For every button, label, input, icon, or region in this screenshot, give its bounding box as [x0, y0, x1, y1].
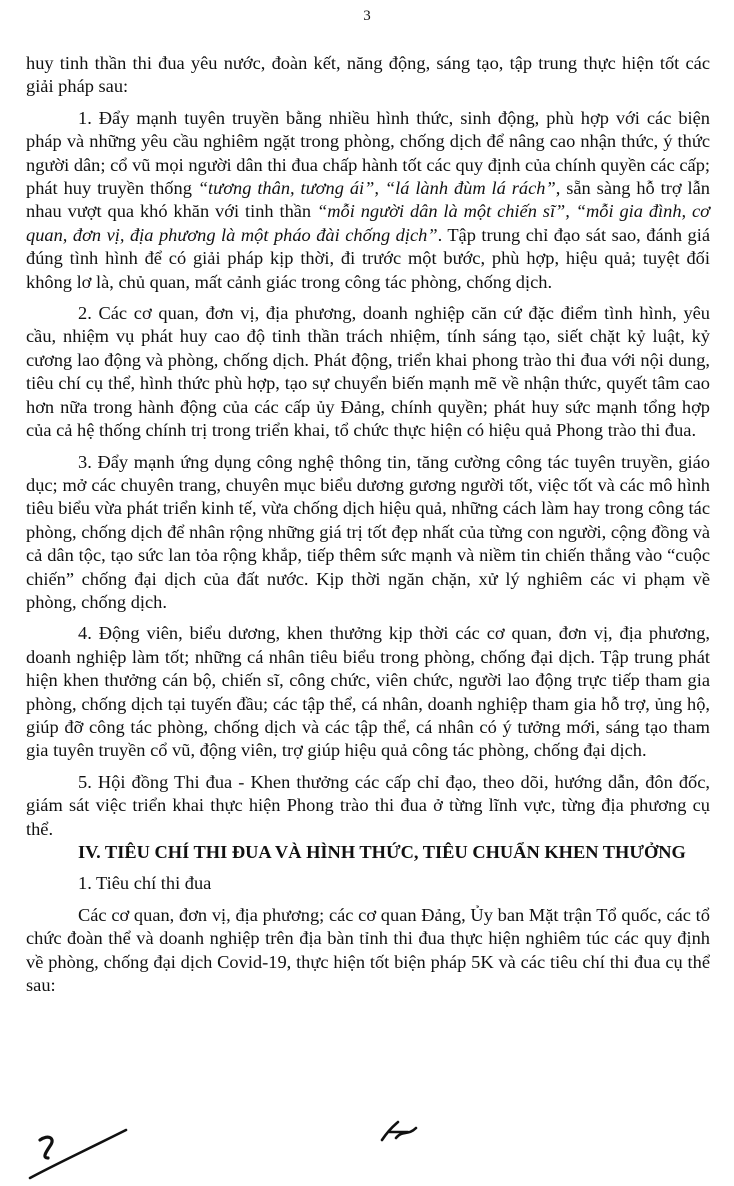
paragraph-2: 2. Các cơ quan, đơn vị, địa phương, doanh nghiệp căn cứ đặc điểm tình hình, yêu cầu, nhiệm vụ phát huy cao độ tinh thần trách nhiệm, tính sáng tạo, siết chặt kỷ luật, kỷ cương lao động và phòng, chống dịch. Phát động, triển khai phong trào thi đua với nội dung, tiêu chí cụ thể, hình thức phù hợp, tạo sự chuyển biến mạnh mẽ về nhận thức, quyết tâm cao hơn nữa trong hành động của các cấp ủy Đảng, chính quyền; phát huy sức mạnh tổng hợp của cả hệ thống chính trị trong triển khai, tổ chức thực hiện có hiệu quả Phong trào thi đua. [26, 303, 710, 441]
paragraph-5: 5. Hội đồng Thi đua - Khen thưởng các cấp chỉ đạo, theo dõi, hướng dẫn, đôn đốc, giám sát việc triển khai thực hiện Phong trào thi đua ở từng lĩnh vực, từng địa phương cụ thể. [26, 771, 710, 839]
page-number: 3 [363, 8, 371, 24]
subheading: 1. Tiêu chí thi đua [78, 873, 212, 894]
intro-paragraph: huy tinh thần thi đua yêu nước, đoàn kết, năng động, sáng tạo, tập trung thực hiện tốt các giải pháp sau: [26, 53, 710, 97]
paragraph-3: 3. Đẩy mạnh ứng dụng công nghệ thông tin, tăng cường công tác tuyên truyền, giáo dục; mở các chuyên trang, chuyên mục biểu dương gương người tốt, việc tốt và các mô hình tiêu biểu vừa phát triển kinh tế, vừa chống dịch hiệu quả, những cách làm hay trong công tác phòng, chống dịch để nhân rộng những giá trị tốt đẹp nhất của từng con người, cộng đồng và cả dân tộc, tạo sức lan tỏa rộng khắp, tiếp thêm sức mạnh và niềm tin chiến thắng vào “cuộc chiến” chống đại dịch của đất nước. Kịp thời ngăn chặn, xử lý nghiêm các vi phạm về phòng, chống dịch. [26, 451, 710, 612]
quote-moi-nguoi-dan: “mỗi người dân là một chiến sĩ”, “mỗi gia đình, cơ quan, đơn vị, địa phương là một pháo đài chống dịch” [26, 201, 710, 245]
document-body [26, 52, 710, 997]
paragraph-1-text-a: 1. Đẩy mạnh tuyên truyền bằng nhiều hình thức, sinh động, phù hợp với các biện pháp và những yêu cầu nghiêm ngặt trong phòng, chống dịch để nâng cao nhận thức, ý thức người dân; cổ vũ mọi người dân thi đua chấp hành tốt các quy định của chính quyền các cấp; phát huy truyền thống [26, 107, 710, 199]
section-heading: IV. TIÊU CHÍ THI ĐUA VÀ HÌNH THỨC, TIÊU CHUẨN KHEN THƯỞNG [78, 842, 686, 862]
paragraph-1-text-c: . Tập trung chỉ đạo sát sao, đánh giá đúng tình hình để có giải pháp kịp thời, đi trước một bước, phù hợp, hiệu quả; tuyệt đối không lơ là, chủ quan, mất cảnh giác trong công tác phòng, chống dịch. [26, 224, 710, 292]
signature-left-icon [22, 1122, 132, 1184]
quote-tuong-than-tuong-ai: “tương thân, tương ái”, “lá lành đùm lá rách” [197, 178, 556, 199]
paragraph-1-text-b: , sẵn sàng hỗ trợ lẫn nhau vượt qua khó khăn với tinh thần [26, 178, 710, 222]
paragraph-4: 4. Động viên, biểu dương, khen thưởng kịp thời các cơ quan, đơn vị, địa phương, doanh nghiệp làm tốt; những cá nhân tiêu biểu trong phòng, chống đại dịch. Tập trung phát hiện khen thưởng cán bộ, chiến sĩ, công chức, viên chức, người lao động trực tiếp tham gia phòng, chống dịch tại tuyến đầu; các tập thể, cá nhân, doanh nghiệp tham gia hỗ trợ, ủng hộ, giúp đỡ công tác phòng, chống dịch và các tập thể, cá nhân có ý tưởng mới, sáng tạo tham gia tuyên truyền cổ vũ, động viên, trợ giúp hiệu quả công tác phòng, chống đại dịch. [26, 623, 710, 761]
paragraph-1 [26, 107, 710, 294]
initials-mark-icon [376, 1118, 420, 1148]
paragraph-6: Các cơ quan, đơn vị, địa phương; các cơ quan Đảng, Ủy ban Mặt trận Tổ quốc, các tổ chức đoàn thể và doanh nghiệp trên địa bàn tỉnh thi đua thực hiện nghiêm túc các quy định về phòng, chống đại dịch Covid-19, thực hiện tốt biện pháp 5K và các tiêu chí thi đua cụ thể sau: [26, 904, 710, 996]
